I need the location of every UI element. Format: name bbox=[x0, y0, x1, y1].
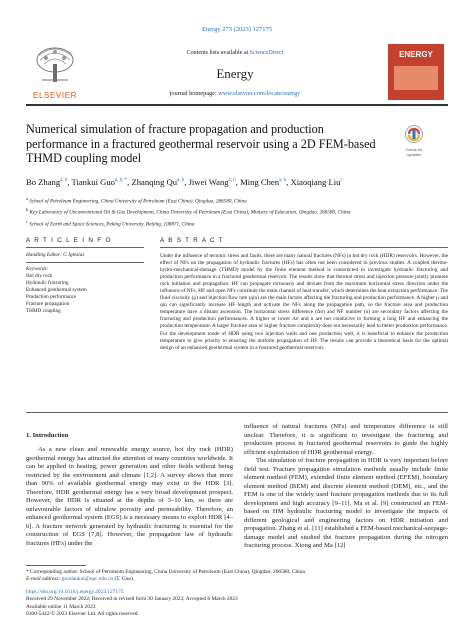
cover-graphic bbox=[394, 66, 438, 90]
email-line bbox=[26, 576, 448, 583]
keyword: Fracture propagation bbox=[26, 300, 70, 307]
check-for-updates-label[interactable]: Check for updates bbox=[405, 147, 423, 157]
intro-right-column bbox=[244, 423, 448, 551]
affiliation-text: Key Laboratory of Unconventional Oil & Gas Development, China University of Petroleum (East China), Ministry of Education, Qingdao, 266580, China bbox=[28, 210, 351, 217]
author-separator: , bbox=[235, 177, 241, 187]
elsevier-logo bbox=[28, 44, 82, 100]
article-info-heading: A R T I C L E I N F O bbox=[26, 237, 112, 244]
homepage-line bbox=[90, 90, 380, 97]
author-affiliation-marker[interactable]: a, b, * bbox=[114, 178, 128, 184]
contents-line bbox=[90, 50, 380, 56]
footnotes bbox=[26, 569, 448, 618]
journal-cover bbox=[388, 44, 444, 100]
affiliation-text: School of Petroleum Engineering, China University of Petroleum (East China), Qingdao, 266580, China bbox=[27, 198, 247, 205]
keyword: THMD coupling bbox=[26, 307, 61, 314]
keyword: Production performance bbox=[26, 293, 77, 300]
author-affiliation-marker[interactable]: c bbox=[340, 178, 343, 184]
divider bbox=[26, 412, 448, 413]
author-separator: , bbox=[286, 177, 291, 187]
doi-link[interactable]: https://doi.org/10.1016/j.energy.2023.127175 bbox=[26, 588, 124, 595]
author-name: Ming Chen bbox=[240, 177, 279, 187]
elsevier-tree-icon bbox=[34, 46, 76, 84]
author-name: Jiwei Wang bbox=[188, 177, 229, 187]
footnote-rule bbox=[26, 565, 86, 566]
affiliations bbox=[26, 195, 448, 229]
author-affiliation-marker[interactable]: a, b bbox=[279, 178, 287, 184]
divider bbox=[26, 247, 144, 248]
keywords-list bbox=[26, 273, 144, 314]
author-separator: , bbox=[127, 177, 132, 187]
author-list bbox=[26, 177, 448, 187]
affiliation-item bbox=[26, 195, 448, 206]
received-dates: Received 29 November 2022; Received in revised form 30 January 2023; Accepted 8 March 2023 bbox=[26, 596, 238, 603]
intro-paragraph: As a new clean and renewable energy source, hot dry rock (HDR) geothermal energy has attracted the attention of many countries worldwide. It can be applied in heating, power generation and other fields without being restricted by the environment and climate [1,2]. A survey shows that more than 90% of available geothermal energy may exist in the HDR [3]. Therefore, HDR geothermal energy has a very broad development prospect. However, the HDR is situated at the depths of 3–10 km, so there are unfavourable factors of ultralow porosity and permeability. Therefore, an enhanced geothermal system (EGS) is a necessary means to exploit HDR [4–6]. A fracture network generated by hydraulic fracturing is essential for the construction of EGS [7,8]. However, the propagation law of hydraulic fractures (HFs) under the bbox=[26, 446, 233, 547]
homepage-link[interactable]: www.elsevier.com/locate/energy bbox=[218, 90, 301, 97]
email-link[interactable]: guotiankui@upc.edu.cn bbox=[61, 576, 114, 583]
corresponding-author: * Corresponding author. School of Petroleum Engineering, China University of Petroleum (East China), Qingdao, 266580, China. bbox=[26, 569, 307, 575]
author-separator: , bbox=[67, 177, 72, 187]
contents-prefix: Contents lists available at bbox=[186, 50, 250, 56]
publisher-name: ELSEVIER bbox=[33, 91, 77, 100]
available-online: Available online 11 March 2023 bbox=[26, 603, 96, 610]
issn-copyright: 0360-5442/© 2023 Elsevier Ltd. All rights reserved. bbox=[26, 611, 139, 618]
keyword: Hydraulic fracturing bbox=[26, 279, 69, 286]
author-name: Bo Zhang bbox=[26, 177, 61, 187]
affiliation-label: b bbox=[26, 207, 29, 213]
journal-reference[interactable]: Energy 273 (2023) 127175 bbox=[201, 26, 273, 33]
intro-paragraph: influence of natural fractures (NFs) and temperature difference is still unclear. Therefore, it is significant to investigate the fracturing and production process in fractured geothermal reservoirs to guide the highly efficient exploitation of HDR geothermal energy. bbox=[244, 423, 448, 456]
sciencedirect-link[interactable]: ScienceDirect bbox=[249, 50, 284, 56]
author-affiliation-marker[interactable]: a, b bbox=[60, 178, 68, 184]
article-title: Numerical simulation of fracture propagation and production performance in a fractured geothermal reservoir using a 2D FEM-based THMD coupling model bbox=[26, 122, 376, 165]
author-name: Xiaoqiang Liu bbox=[290, 177, 341, 187]
author-affiliation-marker[interactable]: a, b bbox=[228, 178, 236, 184]
abstract-heading: A B S T R A C T bbox=[160, 237, 224, 244]
email-suffix: (T. Guo). bbox=[113, 576, 135, 583]
keyword: Hot dry rock bbox=[26, 273, 53, 279]
email-prefix: E-mail address: bbox=[26, 576, 62, 583]
author-separator: , bbox=[184, 177, 189, 187]
divider bbox=[160, 247, 448, 248]
affiliation-item bbox=[26, 218, 448, 229]
handling-editor: Handling Editor: G Iglesias bbox=[26, 252, 85, 258]
author-affiliation-marker[interactable]: a, b bbox=[177, 178, 185, 184]
journal-name: Energy bbox=[216, 66, 254, 81]
homepage-prefix: journal homepage: bbox=[169, 90, 219, 97]
check-for-updates-icon[interactable] bbox=[404, 124, 424, 146]
abstract-text: Under the influence of tectonic stress and faults, there are many natural fractures (NFs) in hot dry rock (HDR) reservoirs. However, the effect of NFs on the propagation of hydraulic fractures (HFs) has often not been considered in previous studies. A coupled thermo-hydro-mechanical-damage (THMD) model by the finite element method is constructed to investigate hydraulic fracturing and production performance in a fractured geothermal reservoir. The results show that thermal stress and injection pressure jointly promote rock initiation and propagation. HF can propagate tortuously and deviate from the maximum horizontal stress direction under the influence of NFs. HF and open NFs constitute the main channel of heat transfer, which determines the heat extraction performance. The fluid viscosity (μ) and injection flow rate (qin) are the main factors affecting the fracturing and production performance. A higher μ and qin can significantly increase HF length and activate the NFs along the propagation path, so the fracture area and production temperature have a distant ascension. The horizontal stress difference (Δσ) and NF number (n) are secondary factors affecting the fracturing and production performances. A higher or lower Δσ and n are not conducive to forming a long HF and enhancing the production temperature. A larger fracture area or higher fracture complexity does not necessarily lead to better production performance. For the development mode of HDR using two injection wells and one production well, it is beneficial to enhance the production temperature to give priority to ensuring the uniform propagation of HF. The results can provide a theoretical basis for the optimal design of an enhanced geothermal system in a fractured geothermal reservoir. bbox=[160, 253, 448, 351]
cover-title: ENERGY bbox=[399, 50, 433, 59]
affiliation-label: a bbox=[26, 196, 28, 201]
affiliation-text: School of Earth and Space Sciences, Peking University, Beijing, 100871, China bbox=[27, 221, 195, 228]
author-name: Tiankui Guo bbox=[71, 177, 115, 187]
affiliation-label: c bbox=[26, 218, 28, 224]
author-name: Zhanqing Qu bbox=[131, 177, 178, 187]
affiliation-item bbox=[26, 206, 448, 217]
header-rule bbox=[26, 104, 448, 106]
intro-left-column bbox=[26, 446, 233, 548]
divider bbox=[26, 262, 144, 263]
intro-paragraph: The simulation of fracture propagation in HDR is very important before field test. Fracture propagation simulation methods usually include finite element method (FEM), extended finite element method (EFEM), boundary element method (BEM) and discrete element method (DEM), etc., and the FEM is one of the widely used fracture propagation methods due to its full development and high accuracy [9–11]. Ma et al. [9] constructed an FEM-based on HM hydraulic fracturing model to investigate the impacts of different geological and engineering factors on HDR initiation and propagation. Zhang et al. [11] established a FEM-based mechanical-seepage-damage model and studied the fracture propagation during the nitrogen fracturing process. Xiong and Ma [12] bbox=[244, 457, 448, 549]
introduction-heading: 1. Introduction bbox=[26, 432, 69, 439]
keyword: Enhanced geothermal system bbox=[26, 286, 87, 293]
keywords-heading: Keywords: bbox=[26, 266, 49, 272]
